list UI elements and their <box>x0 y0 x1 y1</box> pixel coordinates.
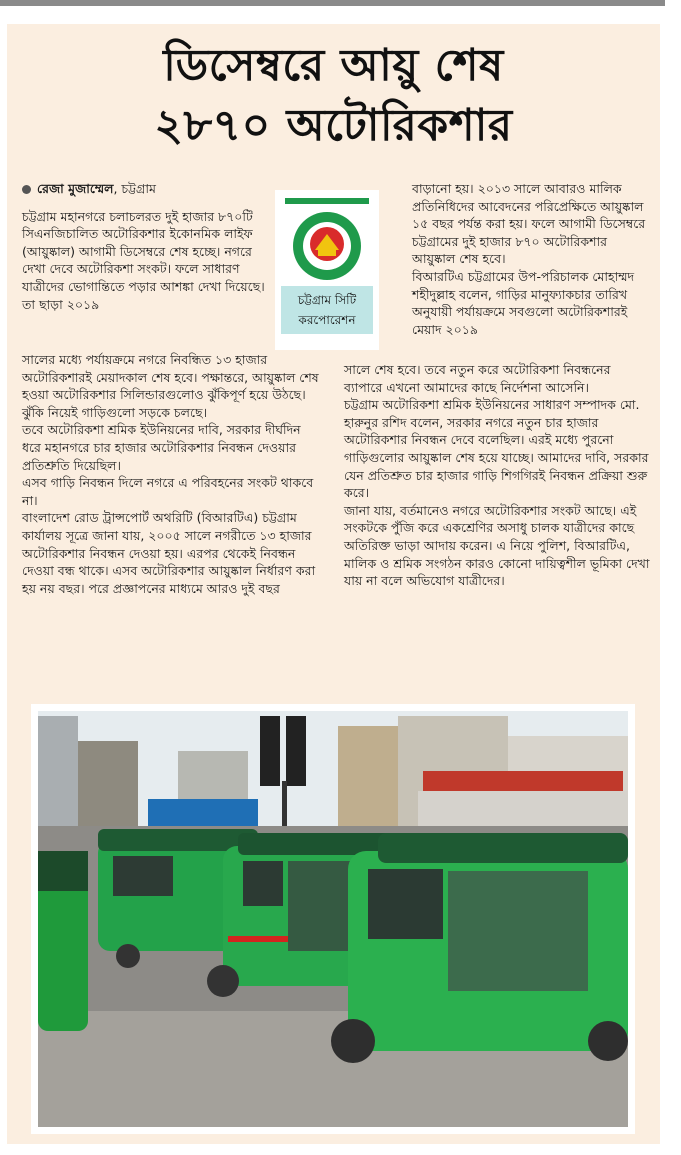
paragraph: জানা যায়, বর্তমানেও নগরে অটোরিকশার সংকট আছে। এই সংকটকে পুঁজি করে একশ্রেণির অসাধু চালক যাত্রীদের কাছে অতিরিক্ত ভাড়া আদায় করেন। এ নিয়ে পুলিশ, বিআরটিএ, মালিক ও শ্রমিক সংগঠন কারও কোনো দায়িত্বশীল ভূমিকা দেখা যায় না বলে অভিযোগ যাত্রীদের। <box>344 502 650 589</box>
photo-autorickshaw-roof <box>378 833 628 863</box>
paragraph: এসব গাড়ি নিবন্ধন দিলে নগরে এ পরিবহনের সংকট থাকবে না। <box>22 475 314 508</box>
paragraph: বাড়ানো হয়। ২০১৩ সালে আবারও মালিক প্রতিনিধিদের আবেদনের পরিপ্রেক্ষিতে আয়ুষ্কাল ১৫ বছর পর্যন্ত করা হয়। ফলে আগামী ডিসেম্বরে চট্টগ্রামের দুই হাজার ৮৭০ অটোরিকশার আয়ুষ্কাল শেষ হবে। <box>412 181 646 267</box>
column-left-bottom <box>22 351 322 597</box>
autorickshaw-photo <box>38 711 628 1127</box>
photo-traffic-light <box>260 716 280 786</box>
photo-wheel <box>116 944 140 968</box>
top-rule <box>0 0 665 6</box>
photo-building <box>38 716 78 826</box>
headline-line-1: ডিসেম্বরে আয়ু শেষ <box>163 40 504 91</box>
photo-grille-door <box>448 871 588 991</box>
paragraph: সালের মধ্যে পর্যায়ক্রমে নগরে নিবন্ধিত ১৩ হাজার অটোরিকশারই মেয়াদকাল শেষ হবে। পক্ষান্তরে, আয়ুষ্কাল শেষ হওয়া অটোরিকশার সিলিন্ডারগুলোও ঝুঁকিপূর্ণ হয়ে উঠছে। ঝুঁকি নিয়েই গাড়িগুলো সড়কে চলছে। <box>22 352 319 420</box>
paragraph: চট্টগ্রাম অটোরিকশা শ্রমিক ইউনিয়নের সাধারণ সম্পাদক মো. হারুনুর রশিদ বলেন, সরকার নগরে নতুন চার হাজার অটোরিকশার নিবন্ধন দেবে বলেছিল। এরই মধ্যে পুরনো গাড়িগুলোর আয়ুষ্কাল শেষ হয়ে যাচ্ছে। আমাদের দাবি, সরকার যেন প্রতিশ্রুত চার হাজার গাড়ি শিগগিরই নিবন্ধন প্রক্রিয়া শুরু করে। <box>344 397 649 501</box>
headline-line-2: ২৮৭০ অটোরিকশার <box>154 100 513 151</box>
photo-windshield <box>368 869 443 939</box>
photo-autorickshaw-roof <box>38 851 88 891</box>
paragraph: সালে শেষ হবে। তবে নতুন করে অটোরিকশা নিবন্ধনের ব্যাপারে এখনো আমাদের কাছে নির্দেশনা আসেনি। <box>344 362 611 395</box>
paragraph: তবে অটোরিকশা শ্রমিক ইউনিয়নের দাবি, সরকার দীর্ঘদিন ধরে মহানগরে চার হাজার অটোরিকশার নিবন্ধন দেওয়ার প্রতিশ্রুতি দিয়েছিল। <box>22 422 301 473</box>
photo-blue-truck <box>148 799 258 829</box>
news-photo <box>31 704 635 1134</box>
paragraph: বাংলাদেশ রোড ট্রান্সপোর্ট অথরিটি (বিআরটিএ) চট্টগ্রাম কার্যালয় সূত্রে জানা যায়, ২০০৫ সালে নগরীতে ১৩ হাজার অটোরিকশার নিবন্ধন দেওয়া হয়। এরপর থেকেই নিবন্ধন দেওয়া বন্ধ থাকে। এসব অটোরিকশার আয়ুষ্কাল নির্ধারণ করা হয় নয় বছর। পরে প্রজ্ঞাপনের মাধ্যমে আরও দুই বছর <box>22 510 316 596</box>
paragraph: বিআরটিএ চট্টগ্রামের উপ-পরিচালক মোহাম্মদ শহীদুল্লাহ বলেন, গাড়ির মানুফ্যাকচার তারিখ অনুযায়ী পর্যায়ক্রমে সবগুলো অটোরিকশারই মেয়াদ ২০১৯ <box>412 268 635 337</box>
emblem-top-bar <box>285 198 369 204</box>
byline-place: , চট্টগ্রাম <box>113 181 156 196</box>
byline <box>22 180 312 198</box>
photo-traffic-light <box>286 716 306 786</box>
logo-label: চট্টগ্রাম সিটি করপোরেশন <box>281 286 373 334</box>
paragraph: চট্টগ্রাম মহানগরে চলাচলরত দুই হাজার ৮৭০টি সিএনজিচালিত অটোরিকশার ইকোনমিক লাইফ (আয়ুষ্কাল) আগামী ডিসেম্বরে শেষ হচ্ছে। নগরে দেখা দেবে অটোরিকশা সংকট। ফলে সাধারণ যাত্রীদের ভোগান্তিতে পড়ার আশঙ্কা দেখা দিয়েছে। তা ছাড়া ২০১৯ <box>22 208 265 312</box>
photo-wheel <box>207 965 239 997</box>
column-right-top <box>412 180 652 338</box>
byline-author: রেজা মুজাম্মেল <box>37 181 114 196</box>
city-corporation-emblem-icon <box>285 198 369 282</box>
photo-windshield <box>113 856 173 896</box>
headline <box>7 36 660 156</box>
bullet-icon <box>22 185 31 194</box>
column-right-bottom <box>344 361 652 590</box>
photo-building <box>338 726 398 826</box>
city-corporation-logo <box>275 190 379 350</box>
photo-shop-sign <box>423 771 623 791</box>
photo-building <box>78 741 138 826</box>
photo-windshield <box>243 861 283 906</box>
column-left-top <box>22 180 312 313</box>
photo-bus <box>418 791 628 831</box>
photo-red-stripe <box>228 936 288 942</box>
photo-wheel <box>331 1019 375 1063</box>
emblem-base <box>318 250 336 256</box>
photo-wheel <box>588 1021 628 1061</box>
newspaper-clipping <box>7 24 660 1144</box>
